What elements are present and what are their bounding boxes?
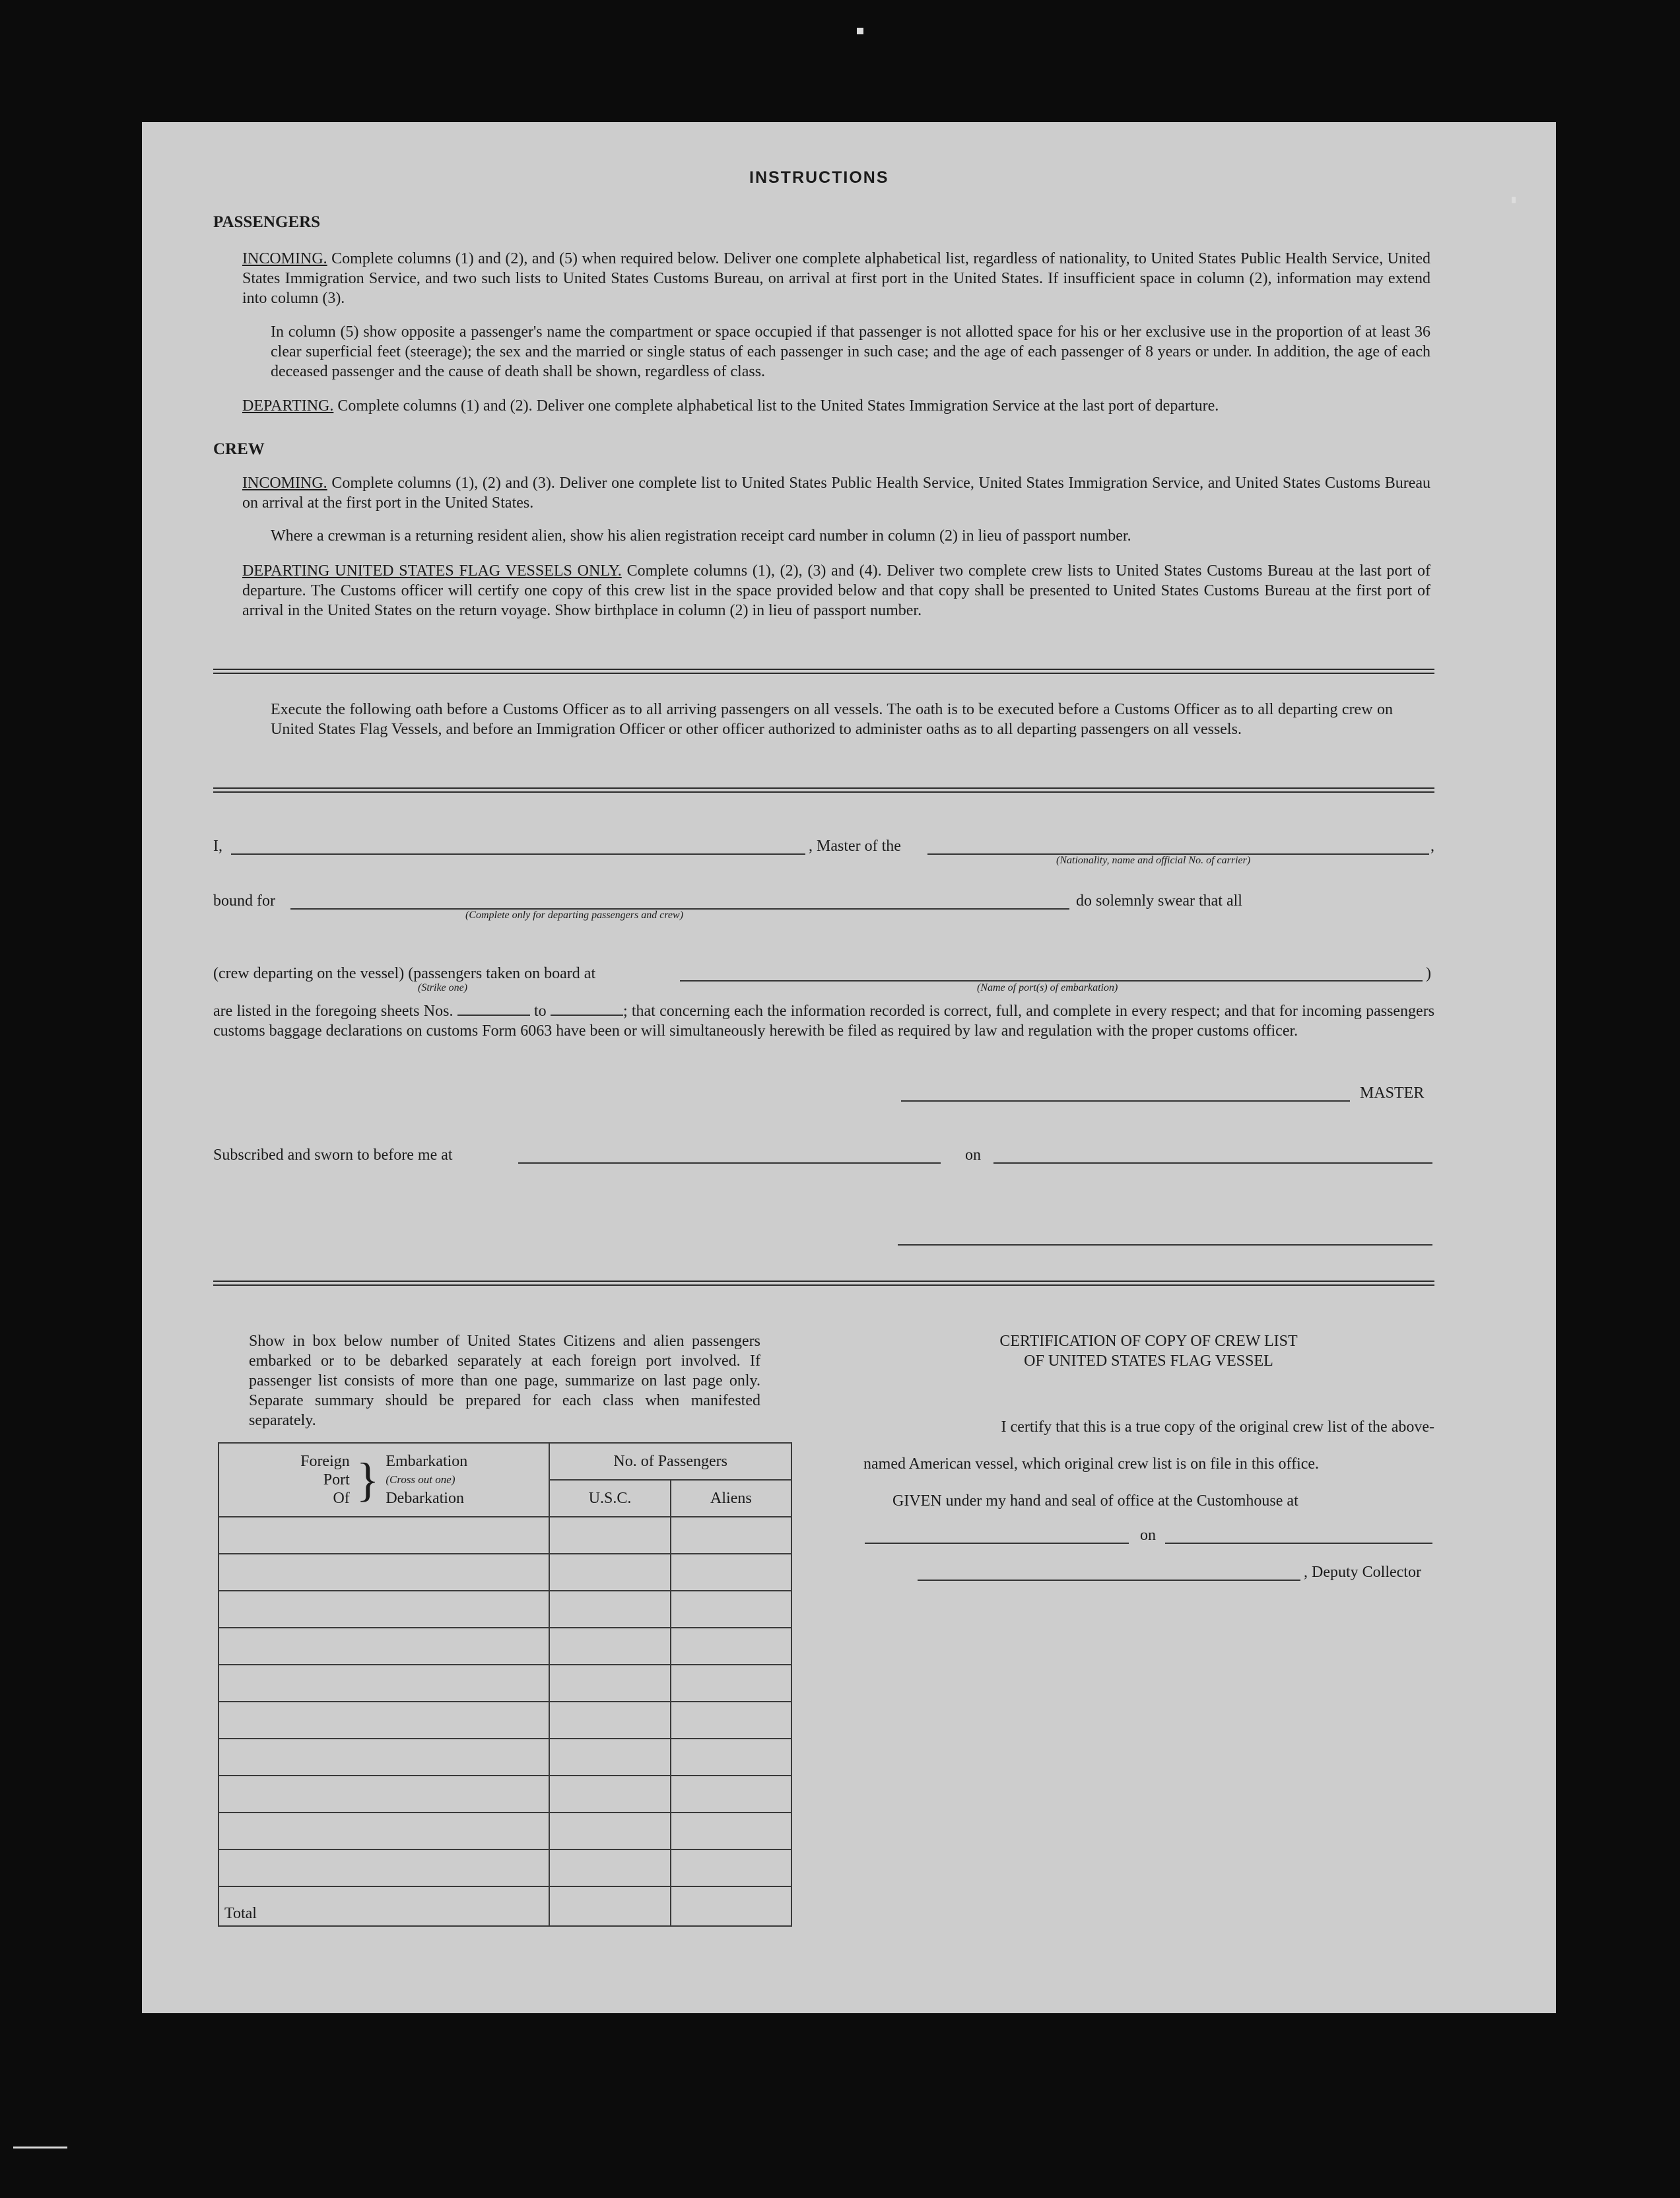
passengers-incoming-text: Complete columns (1) and (2), and (5) when required below. Deliver one complete alphabetical list, regardless of nationality, to United States Public Health Service, United States Immigration Service, and two such lists to United States Customs Bureau, on arrival at first port in the United States. If insufficient space in column (2), information may extend into column (3).	[242, 250, 1431, 307]
divider-rule	[213, 669, 1434, 674]
certification-title	[957, 1331, 1340, 1371]
scan-speck	[1512, 197, 1516, 203]
divider-rule	[213, 787, 1434, 793]
table-row[interactable]	[218, 1739, 791, 1776]
oath-i-label: I,	[213, 838, 222, 855]
master-name-field[interactable]	[231, 853, 805, 855]
passenger-summary-table	[218, 1442, 792, 1927]
cross-out-caption: (Cross out one)	[386, 1473, 455, 1486]
officer-signature-field[interactable]	[898, 1244, 1432, 1246]
certification-body-3: GIVEN under my hand and seal of office at the Customhouse at	[892, 1492, 1298, 1510]
crew-departing-label: DEPARTING UNITED STATES FLAG VESSELS ONLY.	[242, 562, 622, 580]
passengers-departing-text: Complete columns (1) and (2). Deliver one complete alphabetical list to the United States Immigration Service at the last port of departure.	[337, 397, 1219, 415]
port-caption: (Name of port(s) of embarkation)	[977, 982, 1118, 993]
master-label: MASTER	[1360, 1084, 1425, 1102]
table-row[interactable]	[218, 1591, 791, 1628]
customhouse-field[interactable]	[865, 1543, 1129, 1544]
close-paren: )	[1426, 965, 1431, 982]
of-label: Of	[333, 1490, 350, 1507]
no-passengers-header: No. of Passengers	[549, 1443, 791, 1480]
crew-departing-label: (crew departing on the vessel) (passengers taken on board at	[213, 965, 596, 982]
table-row[interactable]	[218, 1628, 791, 1665]
subscribed-label: Subscribed and sworn to before me at	[213, 1147, 453, 1164]
table-row[interactable]	[218, 1776, 791, 1813]
passengers-incoming-label: INCOMING.	[242, 250, 327, 267]
brace-glyph: }	[356, 1453, 380, 1506]
port-label: Port	[323, 1471, 350, 1488]
sworn-on-label: on	[965, 1147, 981, 1164]
deputy-collector-label: , Deputy Collector	[1304, 1564, 1421, 1581]
usc-header: U.S.C.	[549, 1480, 670, 1517]
swear-label: do solemnly swear that all	[1076, 892, 1242, 910]
comma: ,	[1430, 838, 1434, 855]
listed-a: are listed in the foregoing sheets Nos.	[213, 1003, 454, 1020]
table-row[interactable]	[218, 1813, 791, 1849]
debarkation-label: Debarkation	[386, 1490, 464, 1507]
sworn-place-field[interactable]	[518, 1162, 941, 1164]
passengers-column5-paragraph: In column (5) show opposite a passenger's name the compartment or space occupied if that passenger is not allotted space for his or her exclusive use in the proportion of at least 36 clear superficial feet (steerage); the sex and the married or single status of each passenger in such case; and the age of each passenger of 8 years or under. In addition, the age of each deceased passenger and the cause of death shall be shown, regardless of class.	[271, 323, 1430, 380]
strike-one-caption: (Strike one)	[418, 982, 468, 993]
table-row[interactable]	[218, 1517, 791, 1554]
passengers-title: PASSENGERS	[213, 213, 321, 231]
master-signature-field[interactable]	[901, 1100, 1350, 1102]
carrier-caption: (Nationality, name and official No. of carrier)	[1056, 855, 1251, 866]
certification-title-line1: CERTIFICATION OF COPY OF CREW LIST	[999, 1333, 1298, 1350]
deputy-signature-field[interactable]	[918, 1580, 1300, 1581]
sheet-to-field[interactable]	[551, 1003, 623, 1016]
certification-body-2: named American vessel, which original crew list is on file in this office.	[863, 1455, 1320, 1473]
form-page	[142, 122, 1556, 2013]
crew-incoming-label: INCOMING.	[242, 475, 327, 492]
certification-body-1: I certify that this is a true copy of the original crew list of the above-	[1001, 1418, 1434, 1436]
table-row[interactable]	[218, 1665, 791, 1702]
total-row[interactable]	[218, 1886, 791, 1926]
table-row[interactable]	[218, 1849, 791, 1886]
embarkation-port-field[interactable]	[680, 980, 1423, 982]
listed-b: ; that concerning each the information recorded is correct, full, and complete in every respect;	[622, 1003, 1221, 1020]
crew-incoming-paragraph	[242, 473, 1430, 513]
scan-speck	[13, 2147, 67, 2148]
listed-to: to	[534, 1003, 547, 1020]
listed-sheets-paragraph	[213, 1001, 1434, 1041]
certification-title-line2: OF UNITED STATES FLAG VESSEL	[1024, 1352, 1273, 1370]
bound-for-label: bound for	[213, 892, 275, 910]
crew-title: CREW	[213, 440, 265, 458]
table-row[interactable]	[218, 1554, 791, 1591]
sheet-from-field[interactable]	[457, 1003, 530, 1016]
instructions-heading: INSTRUCTIONS	[749, 168, 889, 187]
crew-departing-text: Complete columns (1), (2), (3) and (4). Deliver two complete crew lists to United States Customs Bureau at the last port of departure. The Customs officer will certify one copy of this crew list in the space provided below and that copy shall be presented to United States Customs Bureau at the first port of arrival in the United States on the return voyage. Show birthplace in column (2) in lieu of passport number.	[242, 562, 1430, 619]
foreign-label: Foreign	[300, 1453, 350, 1470]
passengers-departing-label: DEPARTING.	[242, 397, 334, 415]
embarkation-label: Embarkation	[386, 1453, 468, 1470]
scan-speck	[857, 28, 863, 34]
divider-rule	[213, 1281, 1434, 1286]
listed-c: and that for incoming passengers customs baggage declarations on customs Form 6063 have been or will simultaneously herewith be filed as required by law and regulation with the proper customs officer.	[213, 1003, 1435, 1040]
crew-departing-paragraph	[242, 561, 1430, 620]
sworn-date-field[interactable]	[993, 1162, 1432, 1164]
crew-incoming-text: Complete columns (1), (2) and (3). Deliver one complete list to United States Public Health Service, United States Immigration Service, and United States Customs Bureau on arrival at the first port in the United States.	[242, 475, 1430, 512]
summary-note: Show in box below number of United States Citizens and alien passengers embarked or to be debarked separately at each foreign port involved. If passenger list consists of more than one page, summarize on last page only. Separate summary should be prepared for each class when manifested separately.	[249, 1333, 760, 1429]
certification-date-field[interactable]	[1165, 1543, 1432, 1544]
table-row[interactable]	[218, 1702, 791, 1739]
crew-resident-paragraph: Where a crewman is a returning resident alien, show his alien registration receipt card number in column (2) in lieu of passport number.	[271, 527, 1131, 545]
aliens-header: Aliens	[671, 1480, 791, 1517]
passengers-incoming-paragraph	[242, 249, 1430, 308]
master-of-label: , Master of the	[809, 838, 901, 855]
bound-for-caption: (Complete only for departing passengers and crew)	[465, 910, 684, 921]
oath-intro-paragraph: Execute the following oath before a Customs Officer as to all arriving passengers on all vessels. The oath is to be executed before a Customs Officer as to all departing crew on United States Flag Vessels, and before an Immigration Officer or other officer authorized to administer oaths as to all departing passengers on all vessels.	[271, 701, 1393, 738]
port-header-cell	[218, 1443, 549, 1517]
passengers-departing-paragraph	[242, 396, 1430, 416]
total-label: Total	[218, 1886, 549, 1926]
certification-on-label: on	[1140, 1527, 1156, 1544]
